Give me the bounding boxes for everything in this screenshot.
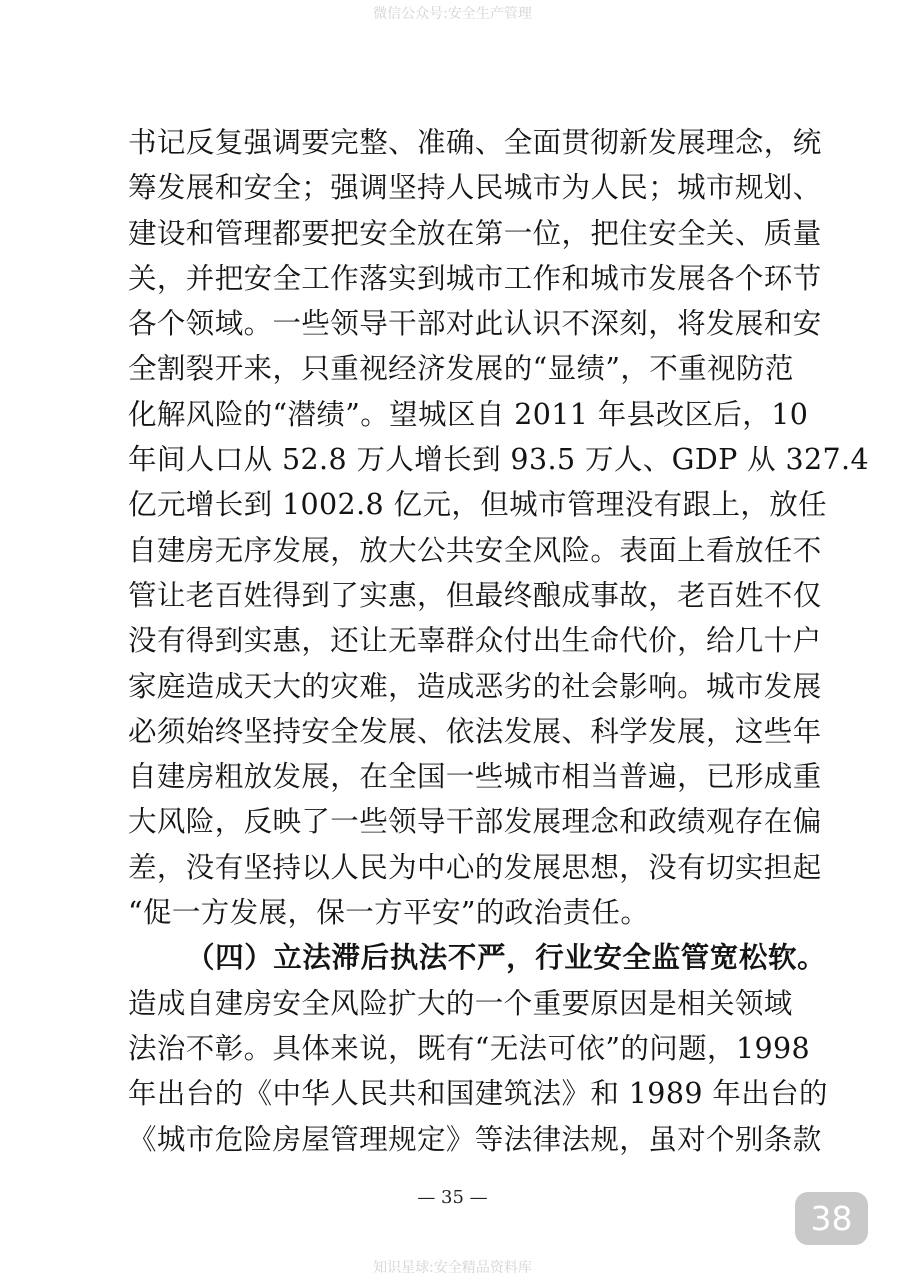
text-line: 《城市危险房屋管理规定》等法律法规，虽对个别条款: [128, 1122, 822, 1156]
text-line: 书记反复强调要完整、准确、全面贯彻新发展理念，统: [128, 126, 822, 159]
text-line: 各个领域。一些领导干部对此认识不深刻，将发展和安: [128, 307, 822, 341]
watermark-bottom: 知识星球:安全精品资料库: [373, 1260, 532, 1276]
text-line: 化解风险的“潜绩”。望城区自 2011 年县改区后，10: [128, 397, 809, 431]
text-line: 亿元增长到 1002.8 亿元，但城市管理没有跟上，放任: [128, 488, 828, 522]
text-line: 年出台的《中华人民共和国建筑法》和 1989 年出台的: [128, 1077, 828, 1111]
section-heading: （四）立法滞后执法不严，行业安全监管宽松软。: [186, 940, 827, 975]
text-line: 建设和管理都要把安全放在第一位，把住安全关、质量: [128, 216, 822, 250]
text-line: 必须始终坚持安全发展、依法发展、科学发展，这些年: [128, 714, 822, 748]
document-body: [128, 120, 870, 1162]
text-line: 造成自建房安全风险扩大的一个重要原因是相关领域: [128, 986, 793, 1020]
text-line: 法治不彰。具体来说，既有“无法可依”的问题，1998: [128, 1031, 811, 1065]
page-number: — 35 —: [417, 1187, 488, 1208]
text-line: 自建房无序发展，放大公共安全风险。表面上看放任不: [128, 533, 822, 567]
text-line: 家庭造成天大的灾难，造成恶劣的社会影响。城市发展: [128, 669, 822, 703]
text-line: 没有得到实惠，还让无辜群众付出生命代价，给几十户: [128, 624, 822, 658]
text-line: 管让老百姓得到了实惠，但最终酿成事故，老百姓不仅: [128, 578, 822, 612]
text-line: 差，没有坚持以人民为中心的发展思想，没有切实担起: [128, 850, 822, 884]
text-line: 大风险，反映了一些领导干部发展理念和政绩观存在偏: [128, 805, 822, 839]
page-count-badge: 38: [795, 1192, 868, 1245]
watermark-top: 微信公众号:安全生产管理: [373, 6, 532, 22]
text-line: “促一方发展，保一方平安”的政治责任。: [128, 896, 650, 930]
text-line: 自建房粗放发展，在全国一些城市相当普遍，已形成重: [128, 760, 822, 794]
text-line: 年间人口从 52.8 万人增长到 93.5 万人、GDP 从 327.4: [128, 443, 870, 477]
text-line: 关，并把安全工作落实到城市工作和城市发展各个环节: [128, 261, 822, 295]
text-line: 全割裂开来，只重视经济发展的“显绩”，不重视防范: [128, 352, 794, 386]
text-line: 筹发展和安全；强调坚持人民城市为人民；城市规划、: [128, 171, 822, 205]
